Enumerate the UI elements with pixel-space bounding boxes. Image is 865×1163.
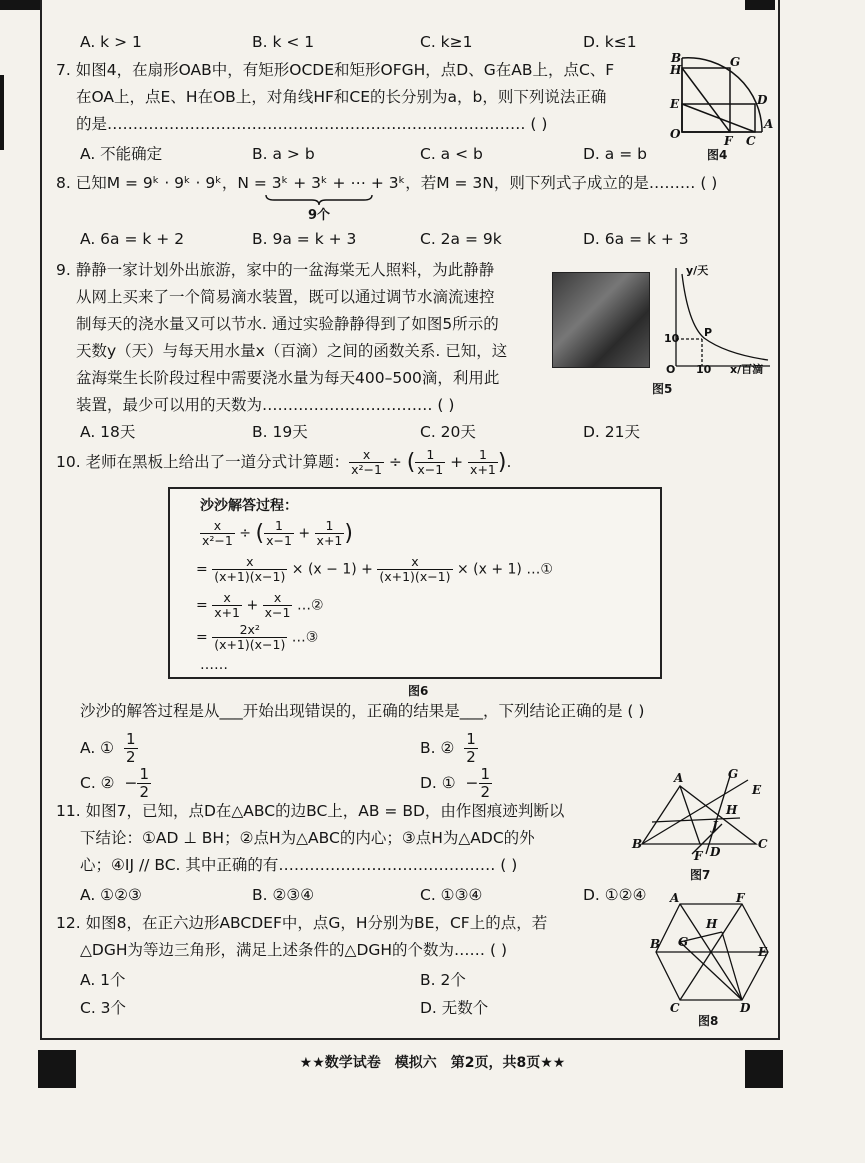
q10-option-b-den: 2	[466, 748, 476, 766]
q10-option-d-num: 1	[480, 765, 491, 783]
q7-line-3: 的是……………………………………………………………………… ( )	[76, 115, 548, 133]
q10-option-d-sign: −	[465, 774, 479, 792]
q10-option-d	[420, 766, 492, 801]
figure-5-graph	[664, 262, 776, 374]
q9-option-d: D. 21天	[583, 423, 641, 441]
figure-4-sector	[668, 52, 778, 152]
option-b-q6: B. k < 1	[252, 33, 315, 51]
q12-option-a: A. 1个	[80, 971, 126, 989]
solution-title: 沙沙解答过程：	[200, 498, 298, 514]
q7-line-2: 在OA上，点E、H在OB上，对角线HF和CE的长分别为a，b，则下列说法正确	[76, 88, 607, 106]
fig4-label-h: H	[670, 63, 682, 77]
q10-option-a	[80, 731, 138, 766]
corner-mark-top-left	[0, 0, 40, 10]
q9-line-4: 天数y（天）与每天用水量x（百滴）之间的函数关系. 已知，这	[76, 342, 508, 360]
q10-stem: 10. 老师在黑板上给出了一道分式计算题： $\frac{x}{\text{x²−1}}$ ÷ ( $\frac{1}{x-1}$ + $\frac{1}{x+1}$ ).	[56, 447, 512, 477]
q9-line-6: 装置，最少可以用的天数为…………………………… ( )	[76, 396, 455, 414]
fig8-label-b: B	[650, 937, 661, 951]
figure-7-caption: 图7	[690, 868, 711, 882]
q8-option-b: B. 9a = k + 3	[252, 230, 357, 248]
option-d-q6: D. k≤1	[583, 33, 637, 51]
fig7-label-d: D	[710, 845, 721, 859]
q7-option-c: C. a < b	[420, 145, 483, 163]
q11-option-c: C. ①③④	[420, 886, 483, 904]
fig8-label-e: E	[758, 945, 768, 959]
fig8-label-c: C	[670, 1001, 680, 1014]
q9-line-1: 9. 静静一家计划外出旅游，家中的一盆海棠无人照料，为此静静	[56, 261, 495, 279]
solution-ellipsis: ……	[200, 657, 228, 673]
q10-option-d-label: D. ①	[420, 774, 456, 792]
option-a-q6: A. k > 1	[80, 33, 142, 51]
fig4-label-b: B	[671, 52, 682, 65]
q11-line-1: 11. 如图7，已知，点D在△ABC的边BC上，AB = BD，由作图痕迹判断以	[56, 802, 565, 820]
q11-option-b: B. ②③④	[252, 886, 315, 904]
fig8-label-h: H	[706, 917, 718, 931]
q10-option-a-num: 1	[125, 730, 136, 748]
q7-option-b: B. a > b	[252, 145, 315, 163]
q10-question: 沙沙的解答过程是从___开始出现错误的，正确的结果是___，下列结论正确的是 ( )	[80, 702, 645, 720]
q10-option-c-num: 1	[139, 765, 149, 783]
solution-box	[168, 487, 662, 679]
q10-option-a-den: 2	[125, 748, 136, 766]
fig5-origin: O	[666, 363, 676, 374]
q12-option-d: D. 无数个	[420, 999, 489, 1017]
q12-option-b: B. 2个	[420, 971, 466, 989]
q9-option-c: C. 20天	[420, 423, 476, 441]
q11-option-a: A. ①②③	[80, 886, 142, 904]
fig8-label-d: D	[740, 1001, 751, 1014]
q9-line-3: 制每天的浇水量又可以节水. 通过实验静静得到了如图5所示的	[76, 315, 499, 333]
figure-8-caption: 图8	[698, 1014, 719, 1028]
q10-option-b	[420, 731, 478, 766]
fig7-label-g: G	[728, 767, 739, 781]
fig7-label-b: B	[632, 837, 643, 851]
fig7-label-e: E	[752, 783, 762, 797]
fig8-label-f: F	[736, 891, 745, 905]
fig5-x-tick: 10	[696, 363, 712, 374]
q10-option-c-label: C. ②	[80, 774, 115, 792]
q11-line-3: 心；④IJ // BC. 其中正确的有…………………………………… ( )	[80, 856, 518, 874]
solution-expr-0: $\frac{x}{\text{x²−1}}$ ÷ ( $\frac{1}{x-1}$ + $\frac{1}{x+1}$ )	[202, 518, 353, 548]
q8-brace-label: 9个	[308, 208, 331, 223]
fig7-label-j: J	[712, 819, 718, 833]
q7-option-d: D. a = b	[583, 145, 647, 163]
fig4-label-f: F	[724, 134, 733, 148]
page-footer: ★★数学试卷 模拟六 第2页，共8页★★	[299, 1055, 566, 1071]
fig5-point: P	[704, 326, 713, 339]
step-mark-2: …②	[296, 597, 324, 614]
fig5-y-tick: 10	[664, 332, 680, 345]
q10-option-c-sign: −	[124, 774, 138, 792]
fig8-label-a: A	[670, 891, 680, 905]
fig7-label-h: H	[726, 803, 738, 817]
figure-7-triangle	[630, 766, 770, 862]
fig5-x-label: x/百滴	[730, 363, 764, 374]
step-mark-3: …③	[291, 629, 319, 646]
q10-stem-text: 10. 老师在黑板上给出了一道分式计算题：	[56, 453, 350, 471]
fig8-label-g: G	[678, 935, 689, 949]
q9-photo-drip-device	[552, 272, 650, 368]
fig4-label-e: E	[670, 97, 680, 111]
q10-option-b-num: 1	[466, 730, 476, 748]
figure-8-hexagon	[650, 890, 774, 1014]
q8-option-c: C. 2a = 9k	[420, 230, 502, 248]
q10-option-a-label: A. ①	[80, 739, 115, 757]
side-bracket-left	[0, 75, 4, 150]
figure-4-caption: 图4	[707, 148, 728, 162]
q8-line: 8. 已知M = 9ᵏ · 9ᵏ · 9ᵏ，N = 3ᵏ + 3ᵏ + ⋯ + 3ᵏ，若M = 3N，则下列式子成立的是……… ( )	[56, 174, 718, 192]
solution-step-2: = $\frac{x}{x+1}$ + $\frac{x}{x-1}$ …②	[196, 590, 324, 620]
q12-line-1: 12. 如图8，在正六边形ABCDEF中，点G，H分别为BE，CF上的点，若	[56, 914, 548, 932]
fig4-label-g: G	[730, 55, 741, 69]
q10-option-d-den: 2	[480, 783, 491, 801]
border-right	[778, 0, 780, 1040]
figure-5-caption: 图5	[652, 382, 673, 396]
q12-line-2: △DGH为等边三角形，满足上述条件的△DGH的个数为…… ( )	[80, 941, 507, 959]
fig5-y-label: y/天	[686, 264, 709, 277]
step-mark-1: …①	[526, 561, 553, 578]
q7-line-1: 7. 如图4，在扇形OAB中，有矩形OCDE和矩形OFGH，点D、G在AB上，点C、F	[56, 61, 615, 79]
q8-option-d: D. 6a = k + 3	[583, 230, 689, 248]
border-left	[40, 0, 42, 1040]
fig7-label-c: C	[758, 837, 768, 851]
q10-option-b-label: B. ②	[420, 739, 455, 757]
q9-line-5: 盆海棠生长阶段过程中需要浇水量为每天400–500滴，利用此	[76, 369, 500, 387]
q9-option-a: A. 18天	[80, 423, 136, 441]
corner-mark-top-right	[745, 0, 775, 10]
q11-line-2: 下结论：①AD ⊥ BH；②点H为△ABC的内心；③点H为△ADC的外	[80, 829, 535, 847]
fig7-label-f: F	[694, 849, 703, 862]
q12-option-c: C. 3个	[80, 999, 127, 1017]
fig7-label-a: A	[674, 771, 684, 785]
solution-step-1: = $\frac{x}{(x+1)(x-1)}$ × (x − 1) + $\frac{x}{(x+1)(x-1)}$ × (x + 1) …①	[196, 554, 553, 584]
q9-line-2: 从网上买来了一个简易滴水装置，既可以通过调节水滴流速控	[76, 288, 495, 306]
q10-option-c	[80, 766, 151, 801]
border-bottom	[40, 1038, 780, 1040]
option-c-q6: C. k≥1	[420, 33, 473, 51]
fig4-label-a: A	[764, 117, 774, 131]
fig4-label-d: D	[757, 93, 768, 107]
q10-option-c-den: 2	[139, 783, 149, 801]
q11-option-d: D. ①②④	[583, 886, 647, 904]
q9-option-b: B. 19天	[252, 423, 308, 441]
q7-option-a: A. 不能确定	[80, 145, 163, 163]
fig4-label-c: C	[746, 134, 756, 148]
q8-option-a: A. 6a = k + 2	[80, 230, 185, 248]
solution-step-3: = $\frac{\text{2x²}}{(x+1)(x-1)}$ …③	[196, 622, 319, 652]
fig4-label-o: O	[670, 127, 681, 141]
figure-6-caption: 图6	[408, 684, 429, 698]
